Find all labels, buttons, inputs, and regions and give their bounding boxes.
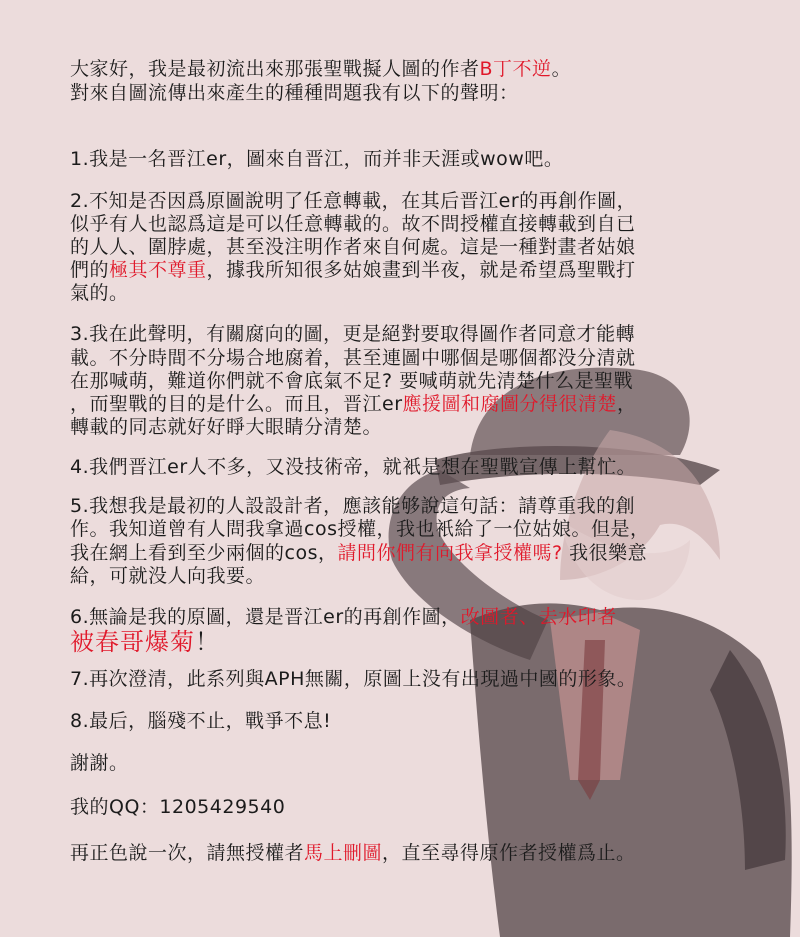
text-segment: 給，可就没人向我要。 <box>70 565 266 587</box>
text-segment: 。 <box>551 58 572 80</box>
statement-item-7 <box>70 668 636 690</box>
highlighted-text: 被春哥爆菊 <box>70 628 195 656</box>
text-segment: 似乎有人也認爲這是可以任意轉載的。故不問授權直接轉載到自已 <box>70 213 636 235</box>
greeting-line <box>70 58 571 80</box>
text-segment: 再正色說一次，請無授權者 <box>70 842 305 864</box>
text-segment: 4.我們晋江er人不多，又没技術帝，就衹是想在聖戰宣傳上幫忙。 <box>70 456 637 478</box>
text-segment: ！ <box>195 628 220 656</box>
statement-item-3 <box>70 347 636 369</box>
text-segment: 我很樂意 <box>562 542 648 564</box>
statement-item-6 <box>70 628 220 656</box>
highlighted-text: 應援圖和腐圖分得很清楚 <box>402 393 618 415</box>
text-segment: 7.再次澄清，此系列與APH無關，原圖上没有出現過中國的形象。 <box>70 668 637 690</box>
statement-item-8 <box>70 710 331 732</box>
text-segment: 在那喊萌，難道你們就不會底氣不足? 要喊萌就先清楚什么是聖戰 <box>70 370 634 392</box>
text-segment: ， <box>617 393 637 415</box>
text-segment: 氣的。 <box>70 282 129 304</box>
text-segment: 的人人、圍脖處，甚至没注明作者來自何處。這是一種對畫者姑娘 <box>70 236 636 258</box>
text-segment: 5.我想我是最初的人設設計者，應該能够說這句話：請尊重我的創 <box>70 495 636 517</box>
statement-item-2 <box>70 213 636 235</box>
statement-item-3 <box>70 416 382 438</box>
greeting-line <box>70 82 519 104</box>
statement-item-5 <box>70 518 649 540</box>
highlighted-text: 馬上刪圖 <box>304 842 383 864</box>
text-segment: 1.我是一名晋江er，圖來自晋江，而并非天涯或wow吧。 <box>70 148 564 170</box>
text-segment: 載。不分時間不分場合地腐着，甚至連圖中哪個是哪個都没分清就 <box>70 347 636 369</box>
highlighted-text: B丁不逆 <box>479 58 552 80</box>
statement-item-2 <box>70 190 636 212</box>
highlighted-text: 極其不尊重 <box>109 259 207 281</box>
statement-item-10 <box>70 796 285 818</box>
statement-item-3 <box>70 393 637 415</box>
text-segment: 作。我知道曾有人問我拿過cos授權，我也衹給了一位姑娘。但是， <box>70 518 650 540</box>
text-segment: 我的QQ：1205429540 <box>70 796 286 818</box>
statement-item-5 <box>70 565 265 587</box>
text-segment: 6.無論是我的原圖，還是晋江er的再創作圖， <box>70 606 461 628</box>
statement-item-2 <box>70 259 636 281</box>
text-segment: 我在網上看到至少兩個的cos， <box>70 542 338 564</box>
highlighted-text: 改圖者、去水印者 <box>460 606 617 628</box>
statement-item-3 <box>70 323 635 345</box>
statement-item-1 <box>70 148 563 170</box>
statement-item-11 <box>70 842 636 864</box>
text-segment: ，而聖戰的目的是什么。而且，晋江er <box>70 393 403 415</box>
text-segment: 大家好，我是最初流出來那張聖戰擬人圖的作者 <box>70 58 480 80</box>
text-segment: 3.我在此聲明，有關腐向的圖，更是絕對要取得圖作者同意才能轉 <box>70 323 636 345</box>
statement-item-3 <box>70 370 633 392</box>
text-segment: 8.最后，腦殘不止，戰爭不息! <box>70 710 332 732</box>
statement-item-5 <box>70 542 647 564</box>
statement-item-9 <box>70 752 129 774</box>
highlighted-text: 請問你們有向我拿授權嗎? <box>337 542 563 564</box>
text-segment: 謝謝。 <box>70 752 129 774</box>
statement-item-6 <box>70 606 617 628</box>
statement-item-5 <box>70 495 635 517</box>
statement-item-2 <box>70 282 129 304</box>
text-segment: ，據我所知很多姑娘畫到半夜，就是希望爲聖戰打 <box>206 259 636 281</box>
statement-item-4 <box>70 456 636 478</box>
text-segment: 轉載的同志就好好睜大眼睛分清楚。 <box>70 416 383 438</box>
text-segment: ，直至尋得原作者授權爲止。 <box>382 842 636 864</box>
text-segment: 2.不知是否因爲原圖說明了任意轉載，在其后晋江er的再創作圖， <box>70 190 637 212</box>
statement-item-2 <box>70 236 636 258</box>
text-segment: 對來自圖流傳出來產生的種種問題我有以下的聲明： <box>70 82 519 104</box>
text-segment: 們的 <box>70 259 110 281</box>
